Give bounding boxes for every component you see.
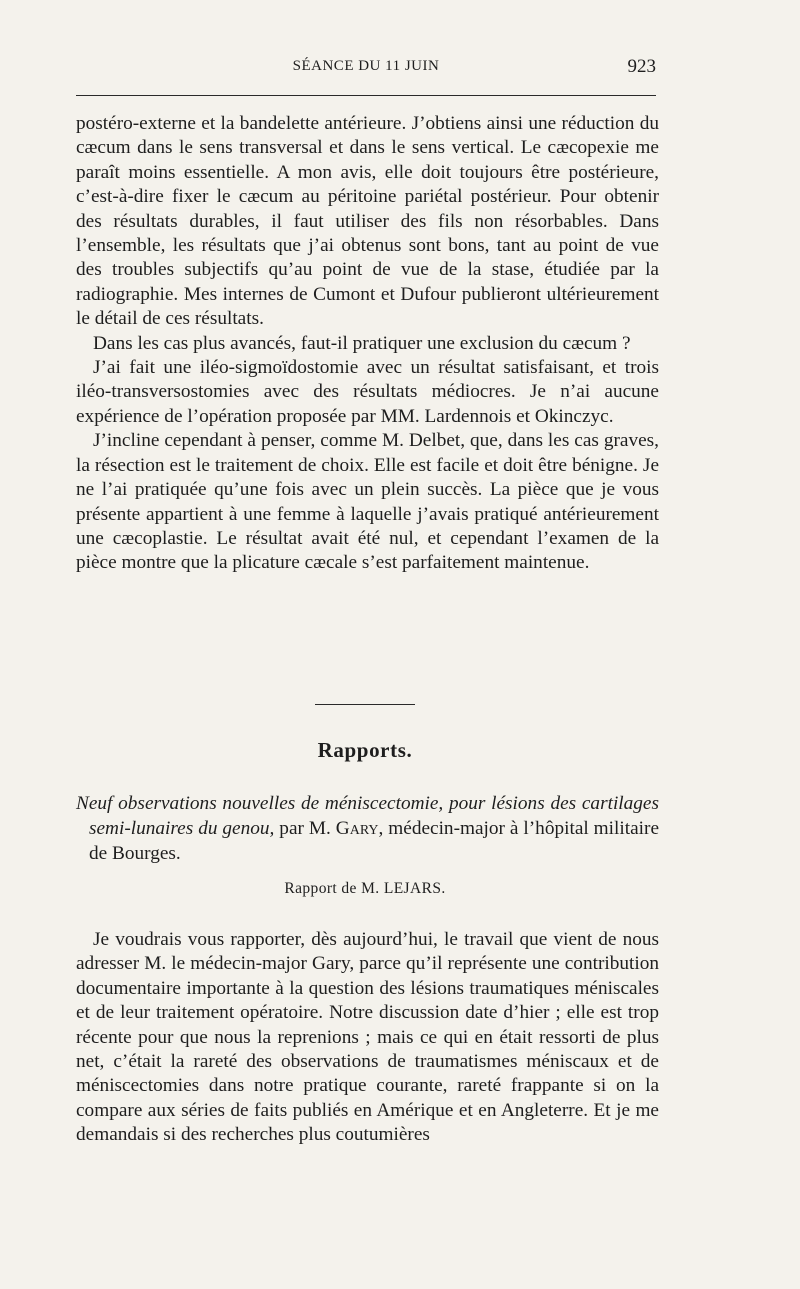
article-by: par M. (274, 818, 336, 839)
page-number: 923 (627, 56, 656, 77)
paragraph: Je voudrais vous rapporter, dès aujourd’hui, le travail que vient de nous adresser M. le médecin-major Gary, parce qu’il représente une contribution documentaire importante à la question des lésions traumatiques méniscales et de leur traitement opératoire. Notre discussion date d’hier ; elle est trop récente pour que nous la reprenions ; mais ce qui en était ressorti de plus net, c’était la rareté des observations de traumatismes méniscaux et de méniscectomies dans notre pratique courante, rareté frappante si on la compare aux séries de faits publiés en Amérique et en Angleterre. Et je me demandais si des recherches plus coutumières (76, 929, 659, 1146)
section-divider (315, 704, 415, 705)
report-attribution: Rapport de M. LEJARS. (284, 880, 446, 897)
paragraph: postéro-externe et la bandelette antérieure. J’obtiens ainsi une réduction du cæcum dans le sens transversal et dans le sens vertical. Le cæcopexie me paraît moins essentielle. A mon avis, elle doit toujours être postérieure, c’est-à-dire fixer le cæcum au péritoine pariétal postérieur. Pour obtenir des résultats durables, il faut utiliser des fils non résorbables. Dans l’ensemble, les résultats que j’ai obtenus sont bons, tant au point de vue des troubles subjectifs qu’au point de vue de la stase, étudiée par la radiographie. Mes internes de Cumont et Dufour publieront ultérieurement le détail de ces résultats. (76, 113, 659, 330)
continued-text (76, 112, 659, 576)
paragraph: Dans les cas plus avancés, faut-il pratiquer une exclusion du cæcum ? (93, 332, 631, 354)
article-author: Gary (335, 818, 379, 839)
paragraph: J’ai fait une iléo-sigmoïdostomie avec un résultat satisfaisant, et trois iléo-transversostomies avec des résultats médiocres. Je n’ai aucune expérience de l’opération proposée par MM. Lardennois et Okinczyc. (76, 357, 659, 427)
article-heading (76, 791, 659, 866)
report-text (76, 928, 659, 1148)
paragraph: J’incline cependant à penser, comme M. Delbet, que, dans les cas graves, la résection est le traitement de choix. Elle est facile et doit être bénigne. Je ne l’ai pratiquée qu’une fois avec un plein succès. La pièce que je vous présente appartient à une femme à laquelle j’avais pratiqué antérieurement une cæcoplastie. Le résultat avait été nul, et cependant l’examen de la pièce montre que la plicature cæcale s’est parfaitement maintenue. (76, 430, 659, 574)
article-affiliation: , médecin-major à l’hôpital militaire de Bourges. (89, 818, 659, 864)
running-title: SÉANCE DU 11 JUIN (292, 58, 440, 74)
header-rule (76, 95, 656, 96)
article-title: Neuf observations nouvelles de méniscectomie, pour lésions des cartilages semi-lunaires du genou, (76, 793, 659, 839)
section-title: Rapports. (317, 738, 413, 762)
page-header (76, 56, 656, 80)
